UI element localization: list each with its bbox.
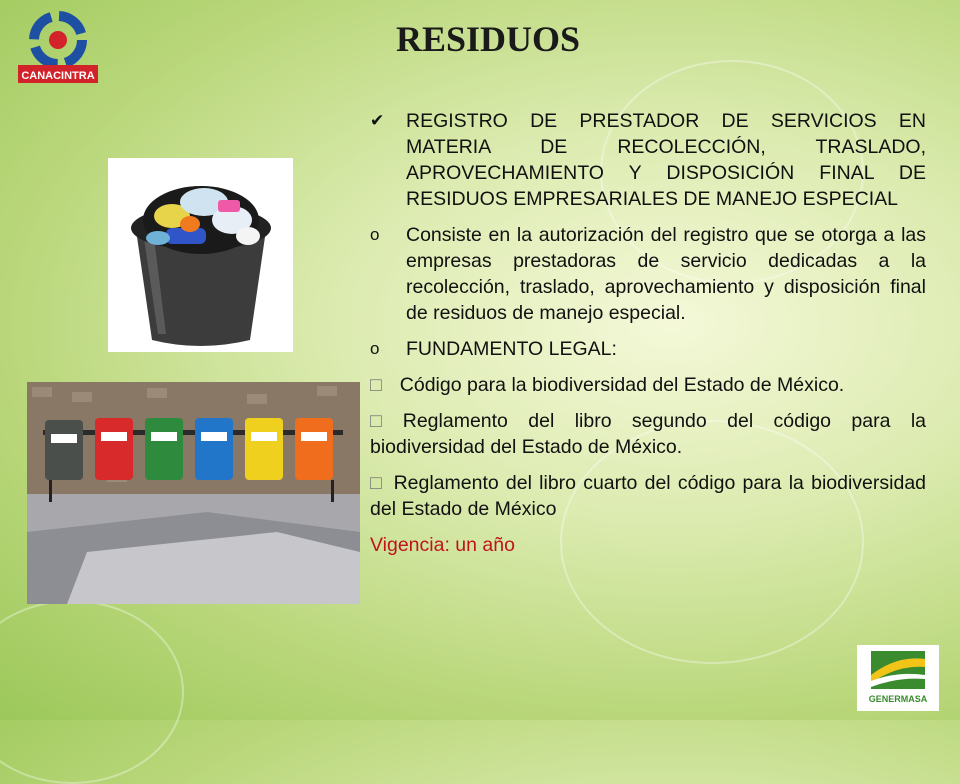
sub-bullet-2-text: FUNDAMENTO LEGAL: (406, 338, 617, 360)
placeholder-glyph-icon: □ (370, 374, 382, 396)
background-swirl (0, 600, 184, 784)
svg-text:CANACINTRA: CANACINTRA (21, 70, 95, 82)
legal-item-3 (370, 470, 926, 522)
genermasa-logo (857, 645, 939, 711)
bullet-registro (370, 108, 926, 212)
sub-bullet-consiste (370, 222, 926, 326)
page-title: RESIDUOS (396, 19, 581, 59)
legal-item-1 (370, 372, 926, 398)
sub-bullet-1-text: Consiste en la autorización del registro que se otorga a las empresas prestadoras de servicio dedicadas a la recolección, traslado, aprovechamiento y disposición final de residuos de manejo especial. (406, 224, 926, 324)
sub-bullet-fundamento (370, 336, 926, 362)
circle-bullet-icon: o (370, 225, 380, 244)
legal-item-2 (370, 408, 926, 460)
legal-1-text: Código para la biodiversidad del Estado de México. (399, 374, 845, 396)
circle-bullet-icon: o (370, 339, 380, 358)
svg-text:GENERMASA: GENERMASA (868, 694, 928, 704)
recycling-bins-image (27, 382, 360, 604)
bullet-heading-text: REGISTRO DE PRESTADOR DE SERVICIOS EN MATERIA DE RECOLECCIÓN, TRASLADO, APROVECHAMIENTO Y DISPOSICIÓN FINAL DE RESIDUOS EMPRESARIALES DE MANEJO ESPECIAL (406, 110, 926, 210)
legal-2-text: Reglamento del libro segundo del código para la biodiversidad del Estado de México. (370, 410, 926, 458)
content-block (370, 108, 926, 558)
check-icon: ✔ (370, 111, 385, 130)
placeholder-glyph-icon: □ (370, 472, 384, 494)
placeholder-glyph-icon: □ (370, 410, 397, 432)
trash-can-image (108, 158, 293, 352)
canacintra-logo (16, 10, 100, 86)
vigencia-text: Vigencia: un año (370, 534, 515, 556)
legal-3-text: Reglamento del libro cuarto del código para la biodiversidad del Estado de México (370, 472, 927, 520)
